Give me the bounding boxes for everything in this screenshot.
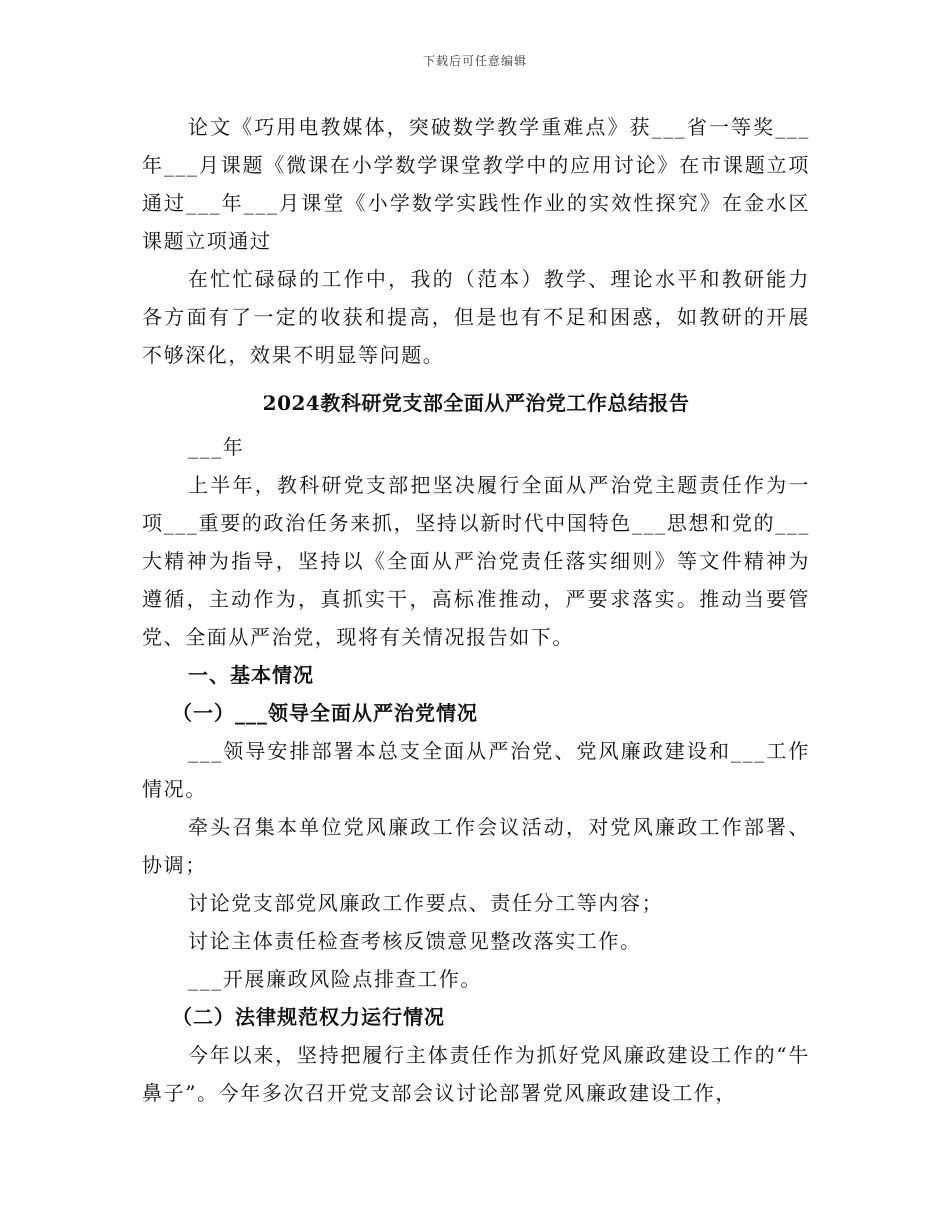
paragraph-intro: 上半年，教科研党支部把坚决履行全面从严治党主题责任作为一项___重要的政治任务来抓，坚持以新时代中国特色___思想和党的___大精神为指导，坚持以《全面从严治党责任落实细则》等文件精神为遵循，主动作为，真抓实干，高标准推动，严要求落实。推动当要管党、全面从严治党，现将有关情况报告如下。 — [142, 473, 810, 649]
report-title: 2024教科研党支部全面从严治党工作总结报告 — [262, 391, 690, 415]
subsection-heading-power: （二）法律规范权力运行情况 — [172, 1005, 445, 1029]
paragraph-meeting: 牵头召集本单位党风廉政工作会议活动，对党风廉政工作部署、协调； — [142, 815, 810, 877]
page-header-note: 下载后可任意编辑 — [422, 54, 527, 68]
paragraph-year: ___年 — [188, 435, 245, 459]
paragraph-discussion-points: 讨论党支部党风廉政工作要点、责任分工等内容； — [188, 891, 664, 915]
paragraph-rectification: 讨论主体责任检查考核反馈意见整改落实工作。 — [188, 929, 642, 953]
paragraph-summary: 在忙忙碌碌的工作中，我的（范本）教学、理论水平和教研能力各方面有了一定的收获和提高，但是也有不足和困惑，如教研的开展不够深化，效果不明显等问题。 — [142, 267, 810, 367]
section-heading-basic: 一、基本情况 — [188, 663, 314, 687]
paragraph-paper-awards: 论文《巧用电教媒体，突破数学教学重难点》获___省一等奖___年___月课题《微课在小学数学课堂教学中的应用讨论》在市课题立项通过___年___月课堂《小学数学实践性作业的实效性探究》在金水区课题立项通过 — [142, 115, 810, 253]
paragraph-risk-check: ___开展廉政风险点排查工作。 — [188, 967, 482, 991]
paragraph-leadership: ___领导安排部署本总支全面从严治党、党风廉政建设和___工作情况。 — [142, 739, 810, 801]
subsection-heading-leadership: （一）___领导全面从严治党情况 — [172, 701, 478, 725]
paragraph-responsibility: 今年以来，坚持把履行主体责任作为抓好党风廉政建设工作的“牛鼻子”。今年多次召开党支部会议讨论部署党风廉政建设工作， — [142, 1043, 810, 1105]
document-body — [142, 108, 810, 1112]
